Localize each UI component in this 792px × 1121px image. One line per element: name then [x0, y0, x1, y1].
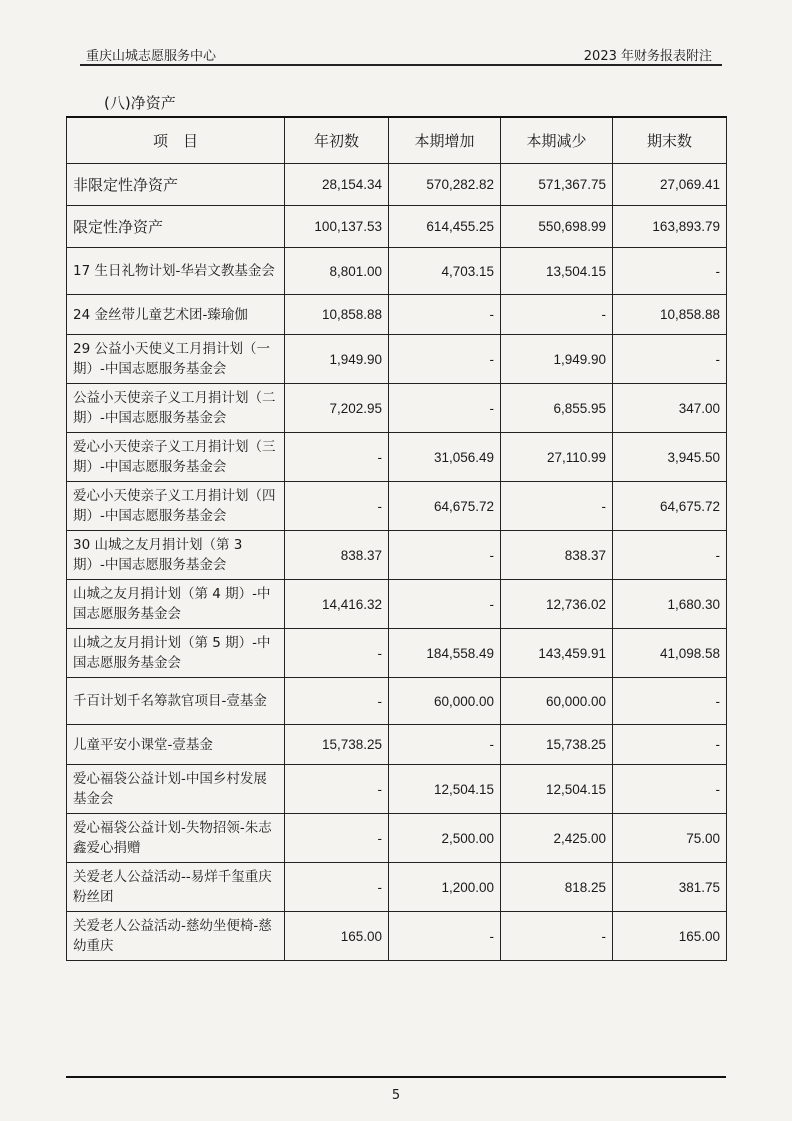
cell-begin: 8,801.00	[285, 248, 389, 295]
header-rule	[80, 64, 722, 66]
cell-end: -	[613, 765, 727, 814]
table-row	[67, 248, 727, 295]
cell-increase: 60,000.00	[389, 678, 501, 725]
section-title: (八)净资产	[104, 94, 176, 112]
cell-increase: 184,558.49	[389, 629, 501, 678]
col-header-increase: 本期增加	[389, 117, 501, 164]
table-row	[67, 482, 727, 531]
header-organization: 重庆山城志愿服务中心	[86, 49, 217, 64]
cell-item: 24 金丝带儿童艺术团-臻瑜伽	[67, 295, 285, 335]
cell-increase: -	[389, 384, 501, 433]
table-bottom-rule	[66, 1076, 726, 1078]
cell-increase: 2,500.00	[389, 814, 501, 863]
table-row	[67, 295, 727, 335]
cell-decrease: 571,367.75	[501, 164, 613, 206]
col-header-decrease: 本期减少	[501, 117, 613, 164]
cell-decrease: 6,855.95	[501, 384, 613, 433]
cell-begin: 7,202.95	[285, 384, 389, 433]
table-row	[67, 678, 727, 725]
cell-begin: -	[285, 482, 389, 531]
cell-begin: -	[285, 863, 389, 912]
table-row	[67, 580, 727, 629]
cell-increase: -	[389, 335, 501, 384]
table-row	[67, 433, 727, 482]
cell-increase: -	[389, 295, 501, 335]
cell-begin: 838.37	[285, 531, 389, 580]
cell-begin: 100,137.53	[285, 206, 389, 248]
table-row	[67, 863, 727, 912]
cell-decrease: 15,738.25	[501, 725, 613, 765]
cell-decrease: 818.25	[501, 863, 613, 912]
cell-increase: 4,703.15	[389, 248, 501, 295]
table-row	[67, 531, 727, 580]
cell-decrease: 13,504.15	[501, 248, 613, 295]
table-row	[67, 814, 727, 863]
cell-item: 儿童平安小课堂-壹基金	[67, 725, 285, 765]
cell-begin: -	[285, 629, 389, 678]
col-header-end: 期末数	[613, 117, 727, 164]
cell-begin: -	[285, 678, 389, 725]
cell-item: 爱心福袋公益计划-中国乡村发展基金会	[67, 765, 285, 814]
cell-end: -	[613, 248, 727, 295]
cell-item: 关爱老人公益活动-慈幼坐便椅-慈幼重庆	[67, 912, 285, 961]
col-header-begin: 年初数	[285, 117, 389, 164]
cell-end: 163,893.79	[613, 206, 727, 248]
table-row	[67, 765, 727, 814]
cell-decrease: 550,698.99	[501, 206, 613, 248]
table-row	[67, 384, 727, 433]
table-row	[67, 164, 727, 206]
cell-end: 27,069.41	[613, 164, 727, 206]
cell-item: 爱心小天使亲子义工月捐计划（三期）-中国志愿服务基金会	[67, 433, 285, 482]
cell-begin: 165.00	[285, 912, 389, 961]
cell-item: 爱心小天使亲子义工月捐计划（四期）-中国志愿服务基金会	[67, 482, 285, 531]
cell-increase: 1,200.00	[389, 863, 501, 912]
table-header-row	[67, 117, 727, 164]
page-number: 5	[391, 1088, 401, 1103]
cell-decrease: -	[501, 295, 613, 335]
cell-decrease: -	[501, 482, 613, 531]
cell-item: 29 公益小天使义工月捐计划（一期）-中国志愿服务基金会	[67, 335, 285, 384]
cell-increase: 12,504.15	[389, 765, 501, 814]
cell-increase: -	[389, 580, 501, 629]
cell-item: 山城之友月捐计划（第 4 期）-中国志愿服务基金会	[67, 580, 285, 629]
cell-decrease: 12,736.02	[501, 580, 613, 629]
cell-decrease: -	[501, 912, 613, 961]
cell-begin: 15,738.25	[285, 725, 389, 765]
cell-end: 165.00	[613, 912, 727, 961]
cell-begin: 10,858.88	[285, 295, 389, 335]
cell-increase: -	[389, 725, 501, 765]
cell-increase: 31,056.49	[389, 433, 501, 482]
cell-decrease: 60,000.00	[501, 678, 613, 725]
cell-begin: 28,154.34	[285, 164, 389, 206]
cell-item: 30 山城之友月捐计划（第 3 期）-中国志愿服务基金会	[67, 531, 285, 580]
cell-increase: -	[389, 531, 501, 580]
table-row	[67, 206, 727, 248]
table-row	[67, 335, 727, 384]
cell-end: -	[613, 335, 727, 384]
cell-item: 关爱老人公益活动--易烊千玺重庆粉丝团	[67, 863, 285, 912]
cell-item: 山城之友月捐计划（第 5 期）-中国志愿服务基金会	[67, 629, 285, 678]
cell-end: 1,680.30	[613, 580, 727, 629]
cell-begin: -	[285, 433, 389, 482]
cell-end: 64,675.72	[613, 482, 727, 531]
cell-begin: -	[285, 814, 389, 863]
cell-begin: 1,949.90	[285, 335, 389, 384]
cell-item: 公益小天使亲子义工月捐计划（二期）-中国志愿服务基金会	[67, 384, 285, 433]
cell-item: 千百计划千名筹款官项目-壹基金	[67, 678, 285, 725]
cell-begin: -	[285, 765, 389, 814]
cell-decrease: 1,949.90	[501, 335, 613, 384]
cell-item: 17 生日礼物计划-华岩文教基金会	[67, 248, 285, 295]
cell-item: 限定性净资产	[67, 206, 285, 248]
cell-increase: 64,675.72	[389, 482, 501, 531]
cell-decrease: 12,504.15	[501, 765, 613, 814]
cell-decrease: 27,110.99	[501, 433, 613, 482]
table-row	[67, 629, 727, 678]
cell-end: 41,098.58	[613, 629, 727, 678]
table-row	[67, 725, 727, 765]
cell-end: 75.00	[613, 814, 727, 863]
cell-decrease: 838.37	[501, 531, 613, 580]
cell-increase: 614,455.25	[389, 206, 501, 248]
cell-increase: 570,282.82	[389, 164, 501, 206]
cell-end: -	[613, 678, 727, 725]
col-header-item: 项 目	[67, 117, 285, 164]
net-assets-table	[66, 116, 727, 961]
cell-item: 爱心福袋公益计划-失物招领-朱志鑫爱心捐赠	[67, 814, 285, 863]
cell-end: 3,945.50	[613, 433, 727, 482]
table-row	[67, 912, 727, 961]
cell-item: 非限定性净资产	[67, 164, 285, 206]
cell-end: 381.75	[613, 863, 727, 912]
cell-begin: 14,416.32	[285, 580, 389, 629]
header-report-title: 2023 年财务报表附注	[583, 49, 712, 64]
cell-end: -	[613, 725, 727, 765]
cell-decrease: 2,425.00	[501, 814, 613, 863]
cell-decrease: 143,459.91	[501, 629, 613, 678]
cell-end: 347.00	[613, 384, 727, 433]
cell-end: 10,858.88	[613, 295, 727, 335]
cell-end: -	[613, 531, 727, 580]
cell-increase: -	[389, 912, 501, 961]
